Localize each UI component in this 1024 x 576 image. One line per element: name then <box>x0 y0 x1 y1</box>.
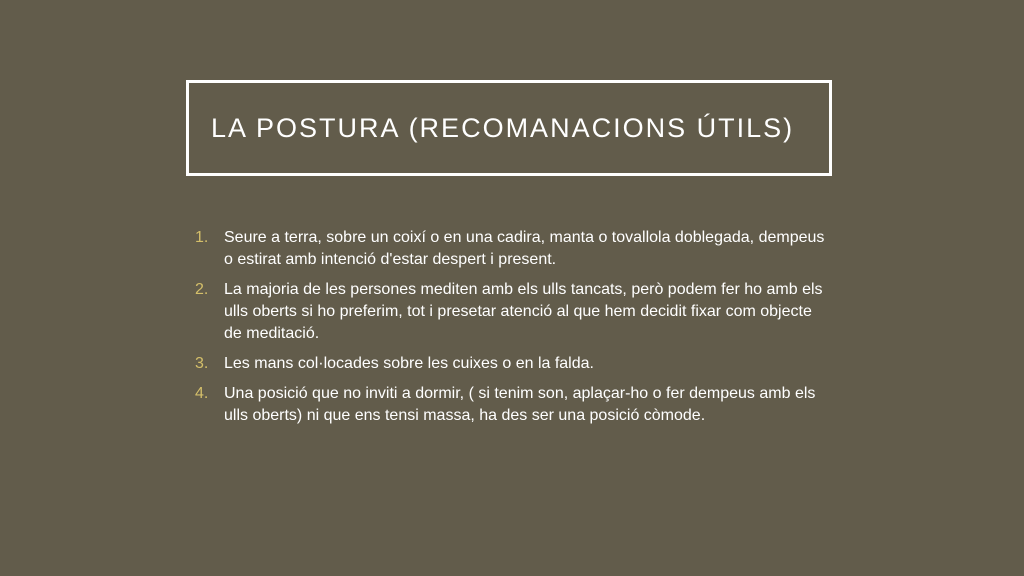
list-item <box>192 227 832 271</box>
list-item-text: Seure a terra, sobre un coixí o en una cadira, manta o tovallola doblegada, dempeus o estirat amb intenció d'estar despert i present. <box>224 229 825 268</box>
list-item-number: 2. <box>195 281 209 298</box>
slide-title: LA POSTURA (RECOMANACIONS ÚTILS) <box>211 112 795 143</box>
list-item-number: 3. <box>195 355 209 372</box>
list-item-number: 4. <box>195 385 209 402</box>
list-item-number: 1. <box>195 229 209 246</box>
title-box <box>186 80 832 176</box>
list-item-text: Una posició que no inviti a dormir, ( si tenim son, aplaçar-ho o fer dempeus amb els ulls oberts) ni que ens tensi massa, ha des ser una posició còmode. <box>224 385 816 424</box>
list-item <box>192 353 832 375</box>
list-item <box>192 383 832 427</box>
list-item-text: La majoria de les persones mediten amb els ulls tancats, però podem fer ho amb els ulls oberts si ho preferim, tot i presetar atenció al que hem decidit fixar com objecte de meditació. <box>224 281 823 342</box>
list-item <box>192 279 832 345</box>
recommendations-list <box>192 227 832 435</box>
list-item-text: Les mans col·locades sobre les cuixes o en la falda. <box>224 355 594 372</box>
